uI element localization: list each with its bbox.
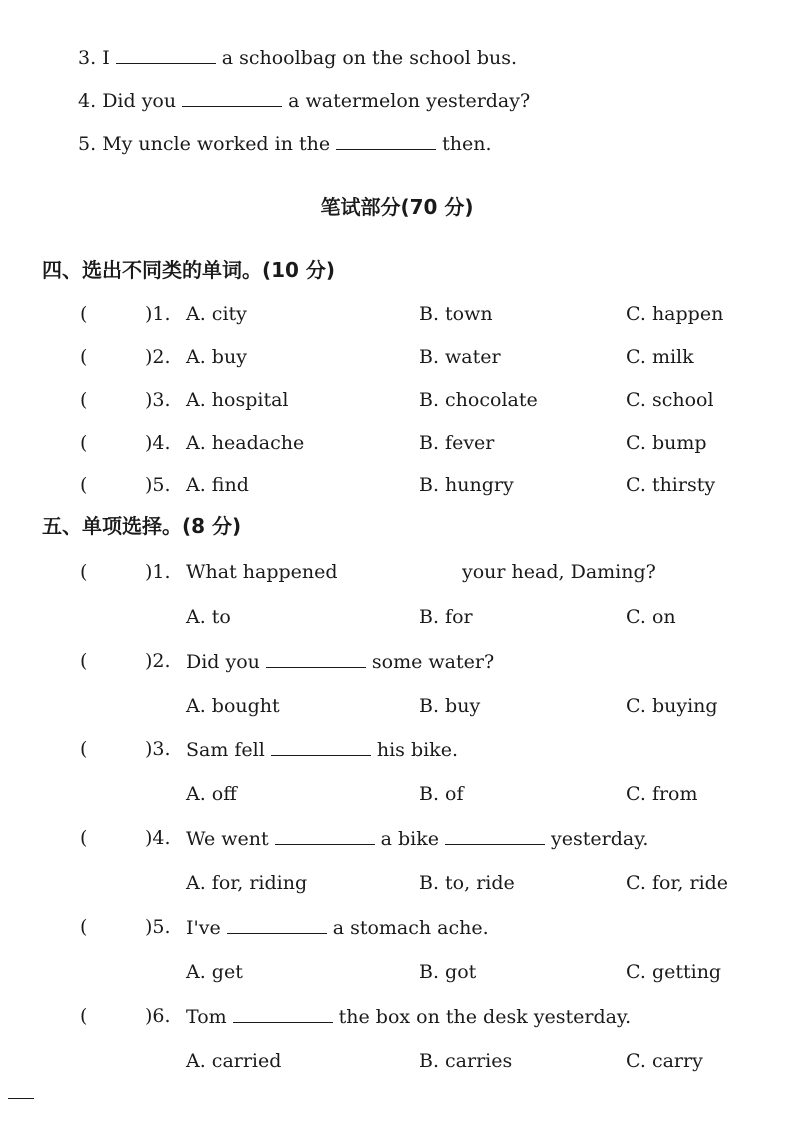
answer-blank[interactable]: [266, 649, 366, 668]
option-a[interactable]: A. off: [186, 783, 237, 805]
answer-blank[interactable]: [445, 826, 545, 845]
option-c[interactable]: C. milk: [626, 346, 694, 368]
answer-paren[interactable]: (: [80, 827, 88, 849]
option-a[interactable]: A. hospital: [186, 389, 289, 411]
option-b[interactable]: B. town: [419, 303, 493, 325]
option-c[interactable]: C. happen: [626, 303, 724, 325]
option-a[interactable]: A. for, riding: [186, 872, 308, 894]
option-b[interactable]: B. chocolate: [419, 389, 538, 411]
option-a[interactable]: A. bought: [186, 695, 280, 717]
option-c[interactable]: C. school: [626, 389, 714, 411]
answer-paren[interactable]: (: [80, 916, 88, 938]
section5-title: 五、单项选择。(8 分): [42, 514, 242, 538]
question-4: 4. Did you a watermelon yesterday?: [78, 90, 531, 112]
page-footer-rule: [8, 1098, 34, 1099]
answer-blank[interactable]: [275, 826, 375, 845]
answer-paren[interactable]: (: [80, 738, 88, 760]
answer-blank[interactable]: [227, 915, 327, 934]
option-a[interactable]: A. city: [186, 303, 247, 325]
answer-paren[interactable]: (: [80, 432, 88, 454]
answer-paren[interactable]: (: [80, 303, 88, 325]
option-c[interactable]: C. from: [626, 783, 698, 805]
question-text: I've a stomach ache.: [186, 917, 489, 939]
question-3: 3. I a schoolbag on the school bus.: [78, 47, 518, 69]
option-b[interactable]: B. water: [419, 346, 501, 368]
option-a[interactable]: A. headache: [186, 432, 305, 454]
option-b[interactable]: B. fever: [419, 432, 495, 454]
option-a[interactable]: A. get: [186, 961, 243, 983]
option-b[interactable]: B. hungry: [419, 474, 514, 496]
option-c[interactable]: C. for, ride: [626, 872, 729, 894]
question-text: Sam fell his bike.: [186, 739, 458, 761]
answer-blank[interactable]: [182, 88, 282, 107]
option-a[interactable]: A. carried: [186, 1050, 282, 1072]
question-text: We went a bike yesterday.: [186, 828, 649, 850]
answer-paren[interactable]: (: [80, 346, 88, 368]
answer-paren[interactable]: (: [80, 474, 88, 496]
option-b[interactable]: B. for: [419, 606, 473, 628]
option-c[interactable]: C. carry: [626, 1050, 703, 1072]
question-text: Did you some water?: [186, 651, 495, 673]
answer-paren[interactable]: (: [80, 561, 88, 583]
option-c[interactable]: C. on: [626, 606, 676, 628]
option-c[interactable]: C. thirsty: [626, 474, 716, 496]
answer-blank[interactable]: [336, 131, 436, 150]
answer-blank[interactable]: [116, 45, 216, 64]
question-text: your head, Daming?: [462, 561, 656, 583]
answer-blank[interactable]: [271, 737, 371, 756]
section4-title: 四、选出不同类的单词。(10 分): [42, 258, 336, 282]
answer-blank[interactable]: [233, 1004, 333, 1023]
option-b[interactable]: B. buy: [419, 695, 481, 717]
option-c[interactable]: C. buying: [626, 695, 718, 717]
question-text: What happened: [186, 561, 338, 583]
option-b[interactable]: B. got: [419, 961, 477, 983]
option-b[interactable]: B. of: [419, 783, 464, 805]
option-c[interactable]: C. getting: [626, 961, 722, 983]
answer-paren[interactable]: (: [80, 1005, 88, 1027]
written-part-title: 笔试部分(70 分): [320, 195, 474, 219]
question-text: Tom the box on the desk yesterday.: [186, 1006, 632, 1028]
answer-paren[interactable]: (: [80, 650, 88, 672]
option-b[interactable]: B. carries: [419, 1050, 513, 1072]
answer-paren[interactable]: (: [80, 389, 88, 411]
question-5: 5. My uncle worked in the then.: [78, 133, 492, 155]
option-a[interactable]: A. to: [186, 606, 231, 628]
option-c[interactable]: C. bump: [626, 432, 707, 454]
option-b[interactable]: B. to, ride: [419, 872, 515, 894]
option-a[interactable]: A. find: [186, 474, 249, 496]
option-a[interactable]: A. buy: [186, 346, 247, 368]
